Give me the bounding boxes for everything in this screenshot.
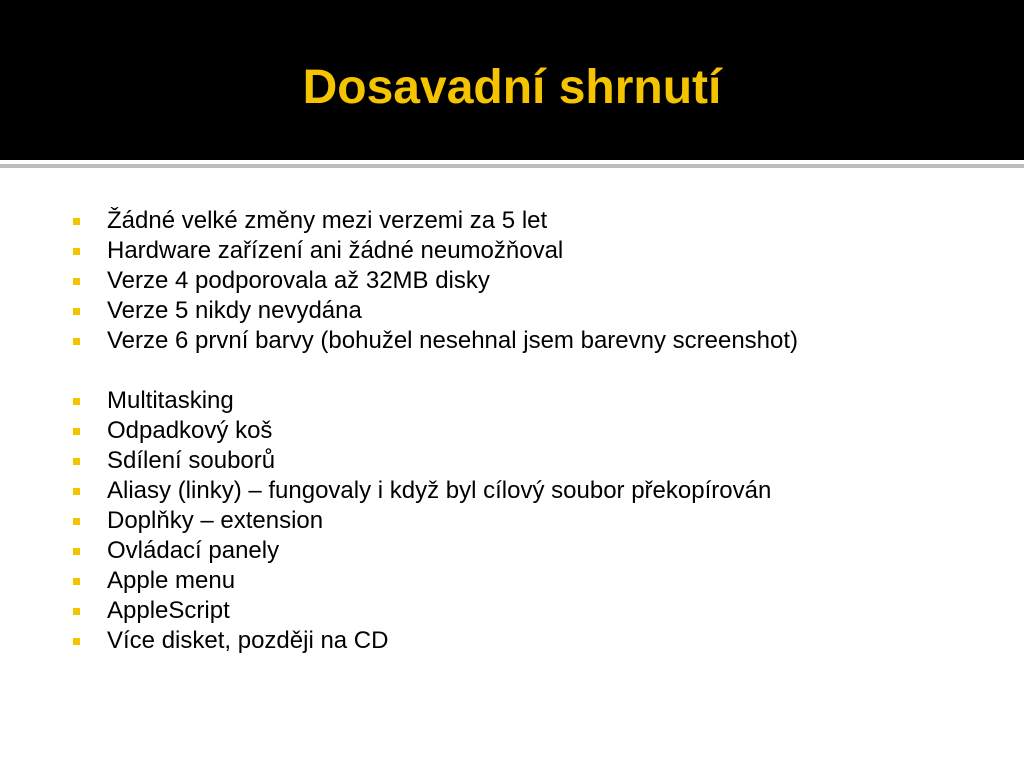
list-item: [71, 476, 991, 506]
square-bullet-icon: [73, 338, 80, 345]
list-item-text: Verze 6 první barvy (bohužel nesehnal jsem barevny screenshot): [107, 327, 799, 354]
list-item: [71, 416, 991, 446]
list-item: [71, 266, 991, 296]
list-item-text: AppleScript: [107, 597, 230, 624]
list-item: [71, 326, 991, 356]
list-item: [71, 296, 991, 326]
list-item-text: Hardware zařízení ani žádné neumožňoval: [107, 237, 564, 264]
slide-content: [71, 206, 991, 656]
square-bullet-icon: [73, 548, 80, 555]
list-item: [71, 386, 991, 416]
list-item: [71, 506, 991, 536]
list-item-text: Apple menu: [107, 567, 236, 594]
square-bullet-icon: [73, 578, 80, 585]
list-item-text: Multitasking: [107, 387, 234, 414]
list-item: [71, 626, 991, 656]
square-bullet-icon: [73, 458, 80, 465]
square-bullet-icon: [73, 518, 80, 525]
list-item-text: Žádné velké změny mezi verzemi za 5 let: [107, 207, 548, 234]
list-item-text: Verze 4 podporovala až 32MB disky: [107, 267, 490, 294]
square-bullet-icon: [73, 248, 80, 255]
list-item: [71, 596, 991, 626]
list-item-text: Odpadkový koš: [107, 417, 273, 444]
square-bullet-icon: [73, 488, 80, 495]
list-item-text: Verze 5 nikdy nevydána: [107, 297, 362, 324]
square-bullet-icon: [73, 308, 80, 315]
bullet-list-features: [71, 386, 991, 656]
square-bullet-icon: [73, 218, 80, 225]
list-item: [71, 446, 991, 476]
slide-title: Dosavadní shrnutí: [302, 61, 722, 114]
list-item: [71, 566, 991, 596]
list-item-text: Ovládací panely: [107, 537, 280, 564]
square-bullet-icon: [73, 428, 80, 435]
list-item: [71, 236, 991, 266]
list-item: [71, 536, 991, 566]
title-divider: [0, 164, 1024, 168]
square-bullet-icon: [73, 398, 80, 405]
list-item: [71, 206, 991, 236]
bullet-list-changes: [71, 206, 991, 356]
list-item-text: Aliasy (linky) – fungovaly i když byl cílový soubor překopírován: [107, 477, 772, 504]
square-bullet-icon: [73, 638, 80, 645]
square-bullet-icon: [73, 608, 80, 615]
list-item-text: Sdílení souborů: [107, 447, 276, 474]
list-item-text: Doplňky – extension: [107, 507, 324, 534]
list-item-text: Více disket, později na CD: [107, 627, 389, 654]
square-bullet-icon: [73, 278, 80, 285]
